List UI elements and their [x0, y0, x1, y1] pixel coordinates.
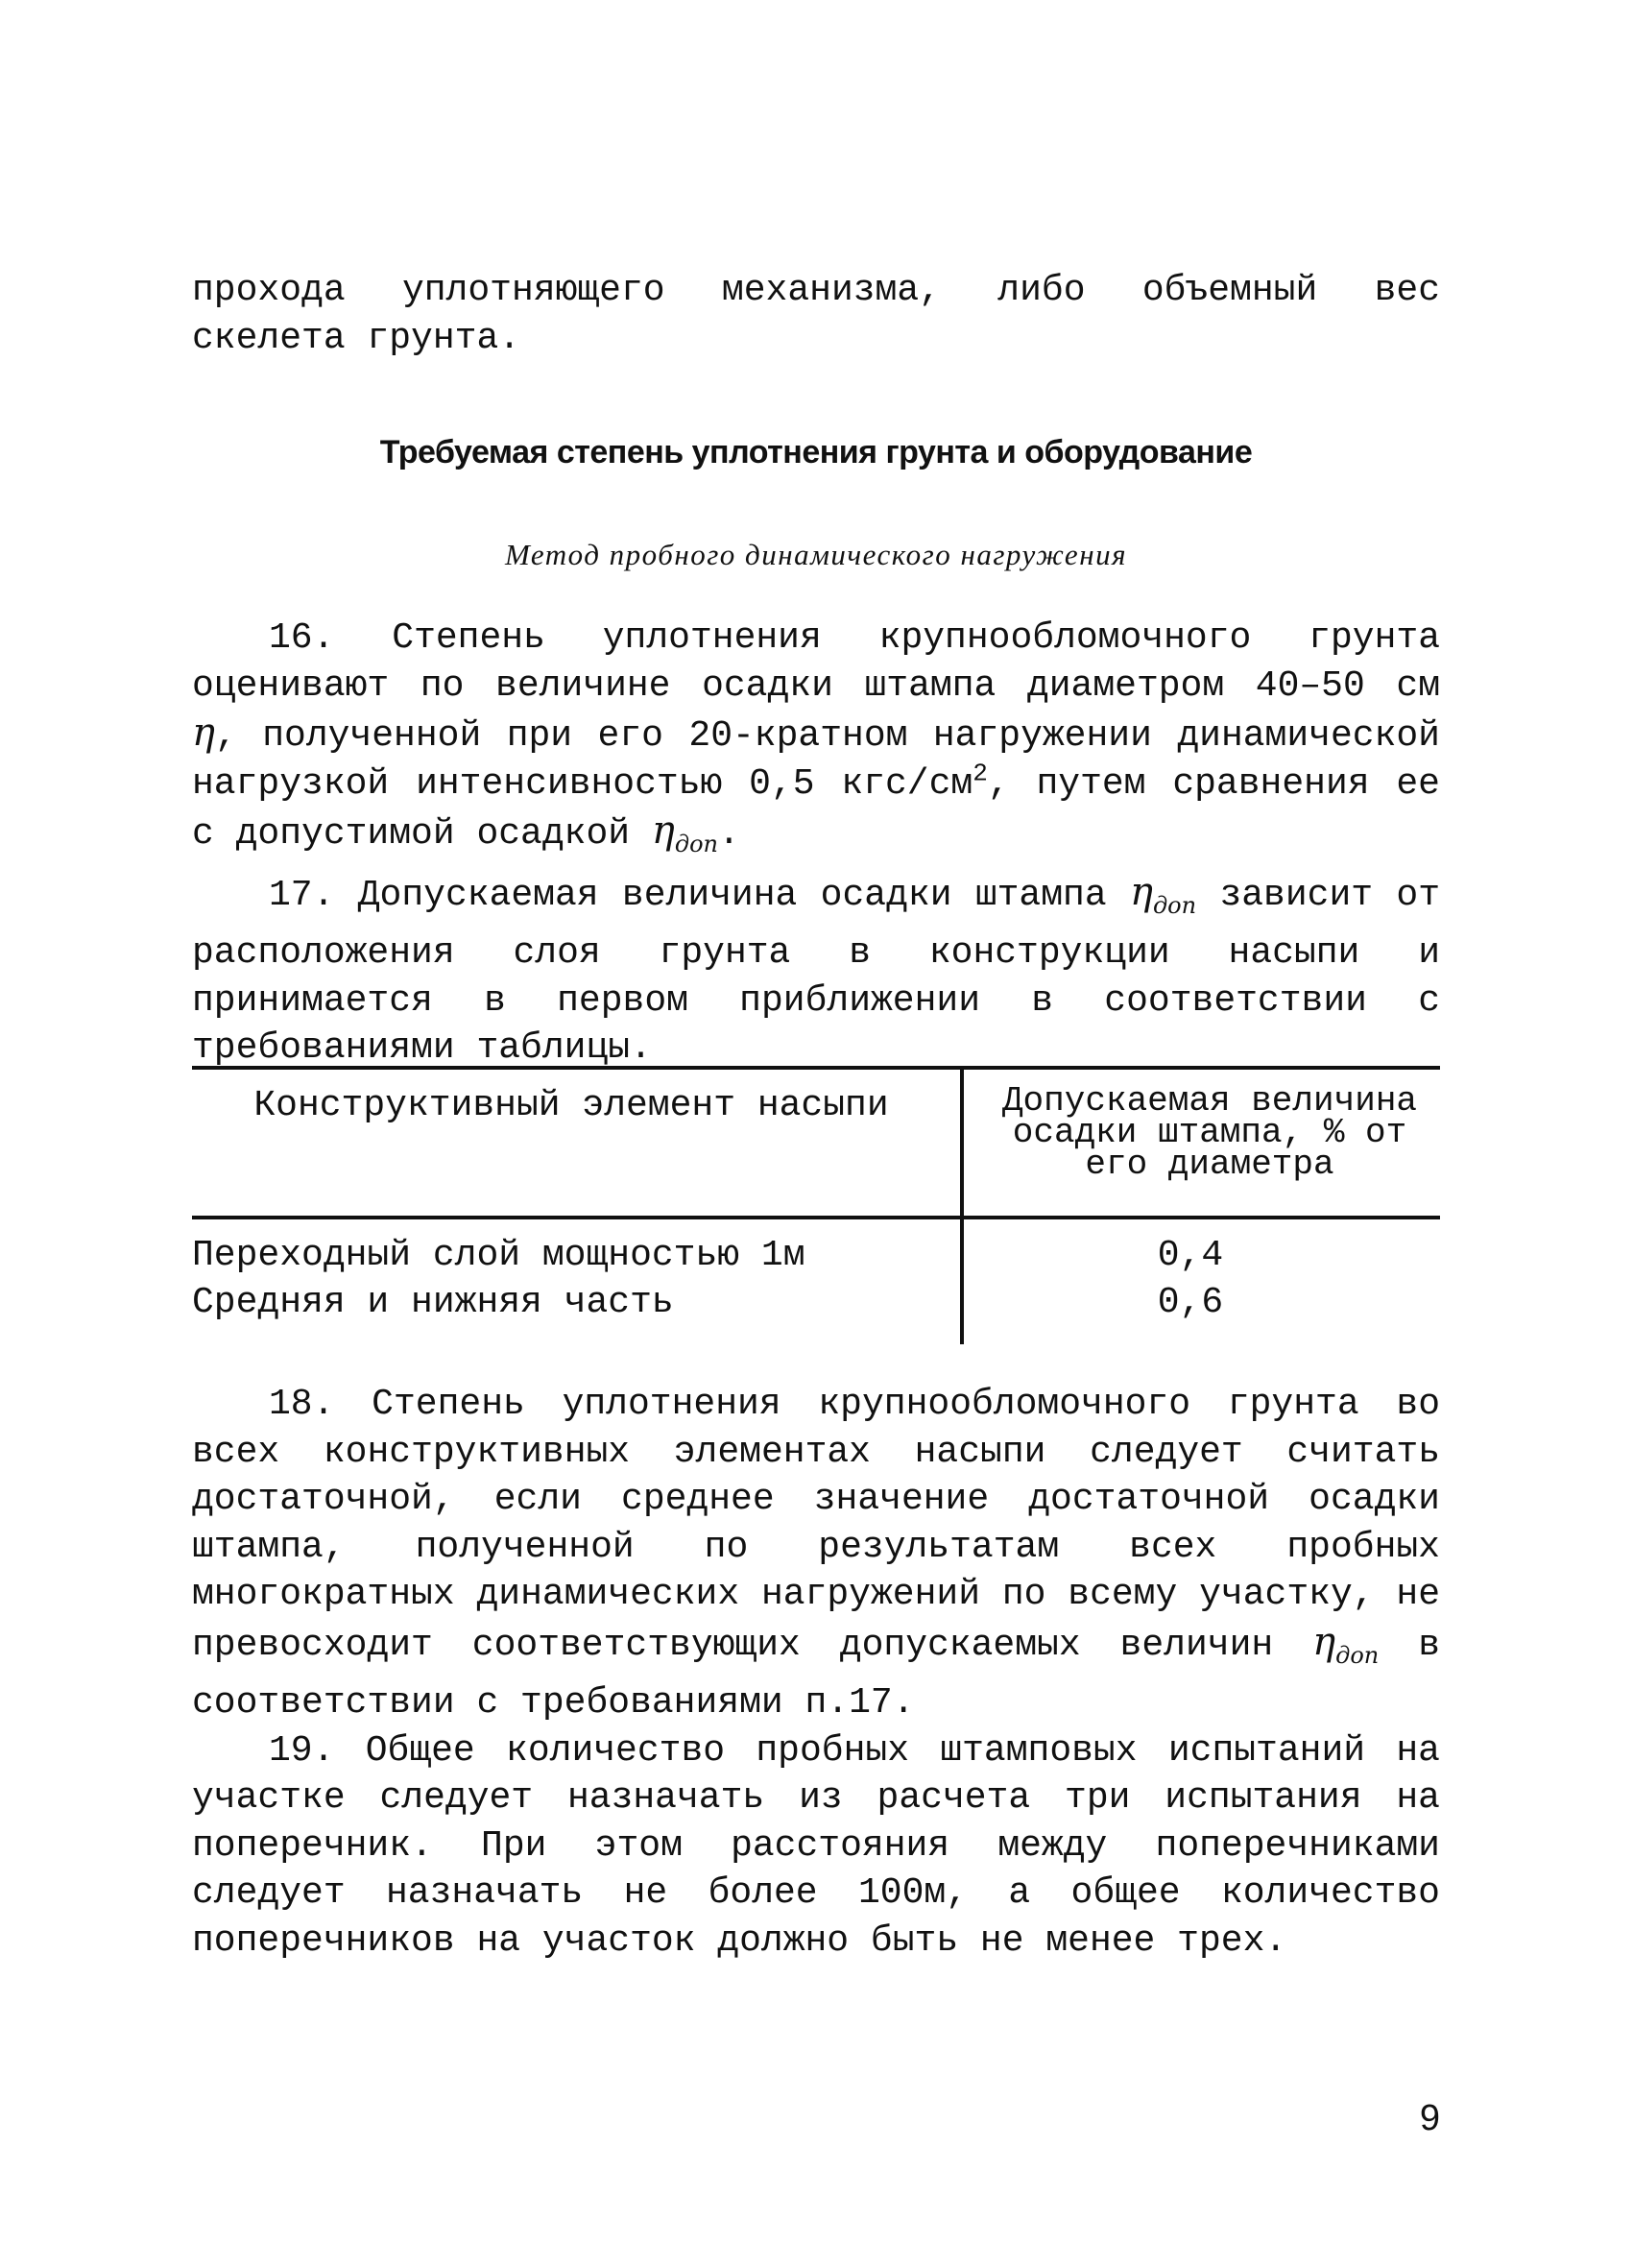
paragraph-18-19 [192, 1381, 1440, 1965]
p16-text-d: . [717, 813, 740, 855]
paragraph-17 [192, 869, 1440, 1073]
page-number: 9 [1419, 2098, 1440, 2138]
table-row-value: 0,4 [1157, 1235, 1224, 1276]
p16-text-b: , полученной при его 20-кратном нагружении динамической нагрузкой интенсивностью 0,5 кгс/см [192, 715, 1440, 805]
table-row-value: 0,6 [1157, 1282, 1224, 1323]
section-heading: Требуемая степень уплотнения грунта и оборудование [379, 434, 1253, 470]
intro-line-2: скелета грунта. [192, 317, 521, 359]
p16-text-a: 16. Степень уплотнения крупнообломочного грунта оценивают по величине осадки штампа диаметром 40–50 см [192, 617, 1440, 707]
table-row-element: Переходный слой мощностью 1м [192, 1235, 805, 1276]
p17-text-a: 17. Допускаемая величина осадки штампа [269, 874, 1107, 916]
method-subheading: Метод пробного динамического нагружения [505, 538, 1127, 571]
paragraph-16-17 [192, 615, 1440, 1073]
p18-text-a: 18. Степень уплотнения крупнообломочного грунта во всех конструктивных элементах насыпи следует считать достаточной, если среднее значение достаточной осадки штампа, полученной по результатам всех пробных многократных динамических нагружений по всему участку, не превосходит соответствующих допускаемых величин [192, 1384, 1440, 1666]
eta-dop-symbol: $\eta_{доп}$ [1312, 1619, 1380, 1669]
p16-superscript: 2 [973, 758, 988, 787]
table-header-element: Конструктивный элемент насыпи [253, 1085, 889, 1126]
paragraph-19: 19. Общее количество пробных штамповых испытаний на участке следует назначать из расчета три испытания на поперечник. При этом расстояния между поперечниками следует назначать не более 100м, а общее количество поперечников на участок должно быть не менее трех. [192, 1729, 1440, 1962]
table-header-rule [192, 1216, 1440, 1219]
intro-line-1: прохода уплотняющего механизма, либо объемный вес [192, 270, 1440, 311]
intro-text [192, 267, 1440, 362]
p17-text-b: зависит от расположения слоя грунта в конструкции насыпи и принимается в первом приближении в соответствии с требованиями таблицы. [192, 874, 1441, 1069]
table-header-settlement: Допускаемая величина осадки штампа, % от его диаметра [1001, 1081, 1418, 1184]
eta-symbol: η [192, 711, 215, 755]
eta-dop-symbol: $\eta_{доп}$ [651, 808, 718, 857]
settlement-table [192, 1066, 1440, 1344]
eta-dop-symbol: $\eta_{доп}$ [1130, 869, 1197, 919]
paragraph-16 [192, 615, 1440, 869]
p16-text-c: , путем сравнения ее с допустимой осадкой [192, 762, 1440, 855]
table-column-divider [960, 1066, 964, 1344]
paragraph-18 [192, 1381, 1440, 1727]
table-row-element: Средняя и нижняя часть [192, 1282, 674, 1323]
table-top-rule [192, 1066, 1440, 1070]
p18-text-b: в соответствии с требованиями п.17. [192, 1624, 1440, 1724]
